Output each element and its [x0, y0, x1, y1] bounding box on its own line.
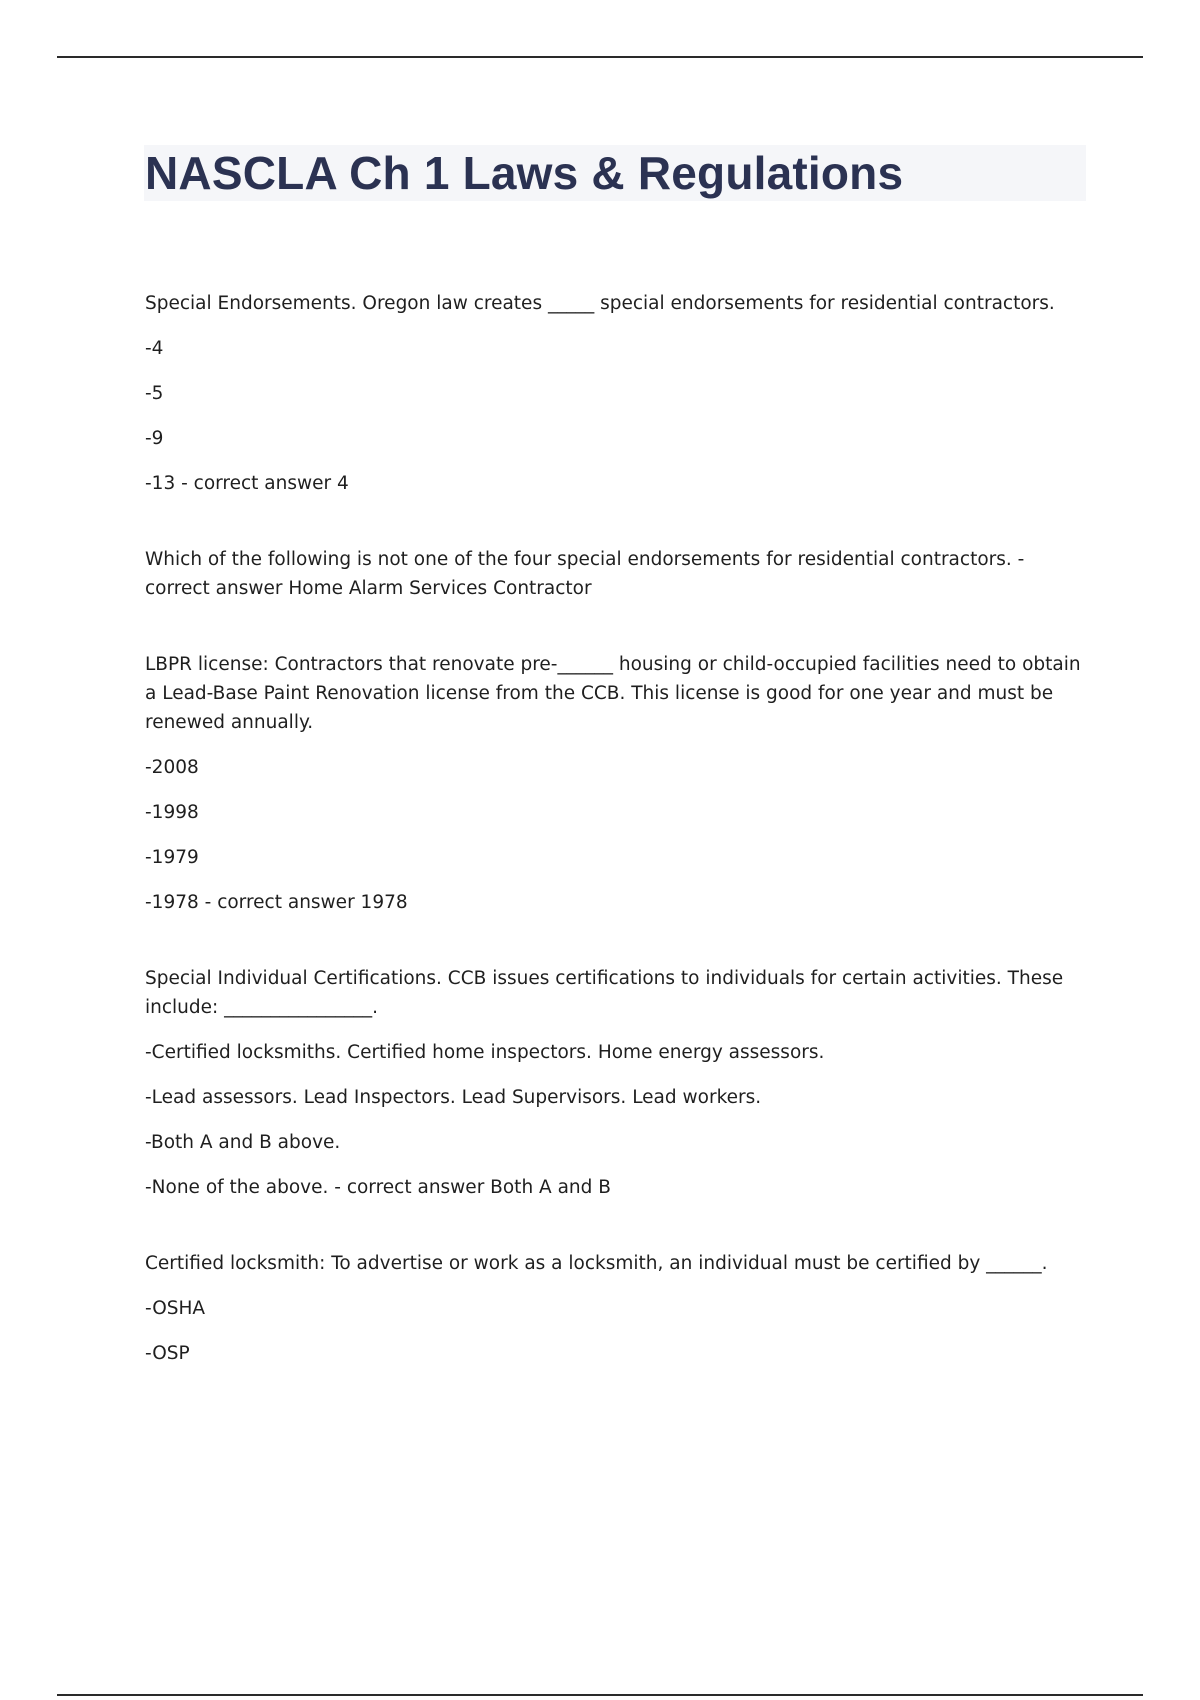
answer-option: -1978 - correct answer 1978 [145, 892, 408, 913]
question-prompt: Special Individual Certifications. CCB issues certifications to individuals for certain activities. These include: ________________. [145, 968, 1064, 1018]
question-block-2 [145, 545, 1090, 603]
top-rule [57, 56, 1143, 58]
question-block-1 [145, 289, 1090, 498]
answer-option: -1979 [145, 847, 199, 868]
answer-option: -5 [145, 383, 164, 404]
answer-option: -Certified locksmiths. Certified home inspectors. Home energy assessors. [145, 1042, 825, 1063]
answer-option: -None of the above. - correct answer Both A and B [145, 1177, 611, 1198]
questions-container [145, 289, 1090, 1368]
answer-option: -OSHA [145, 1298, 206, 1319]
answer-option: -Lead assessors. Lead Inspectors. Lead Supervisors. Lead workers. [145, 1087, 762, 1108]
question-prompt: Certified locksmith: To advertise or work as a locksmith, an individual must be certified by ______. [145, 1253, 1048, 1274]
answer-option: -OSP [145, 1343, 190, 1364]
answer-option: -4 [145, 338, 164, 359]
question-block-5 [145, 1249, 1090, 1368]
page-title: NASCLA Ch 1 Laws & Regulations [145, 147, 904, 199]
question-prompt: Which of the following is not one of the four special endorsements for residential contractors. - correct answer Home Alarm Services Contractor [145, 549, 1025, 599]
question-prompt: LBPR license: Contractors that renovate pre-______ housing or child-occupied facilities need to obtain a Lead-Base Paint Renovation license from the CCB. This license is good for one year and must be renewed annually. [145, 654, 1081, 733]
question-block-3 [145, 650, 1090, 917]
answer-option: -1998 [145, 802, 199, 823]
answer-option: -Both A and B above. [145, 1132, 341, 1153]
answer-option: -13 - correct answer 4 [145, 473, 349, 494]
question-prompt: Special Endorsements. Oregon law creates _____ special endorsements for residential contractors. [145, 293, 1055, 314]
answer-option: -2008 [145, 757, 199, 778]
question-block-4 [145, 964, 1090, 1202]
bottom-rule [57, 1694, 1143, 1696]
answer-option: -9 [145, 428, 164, 449]
